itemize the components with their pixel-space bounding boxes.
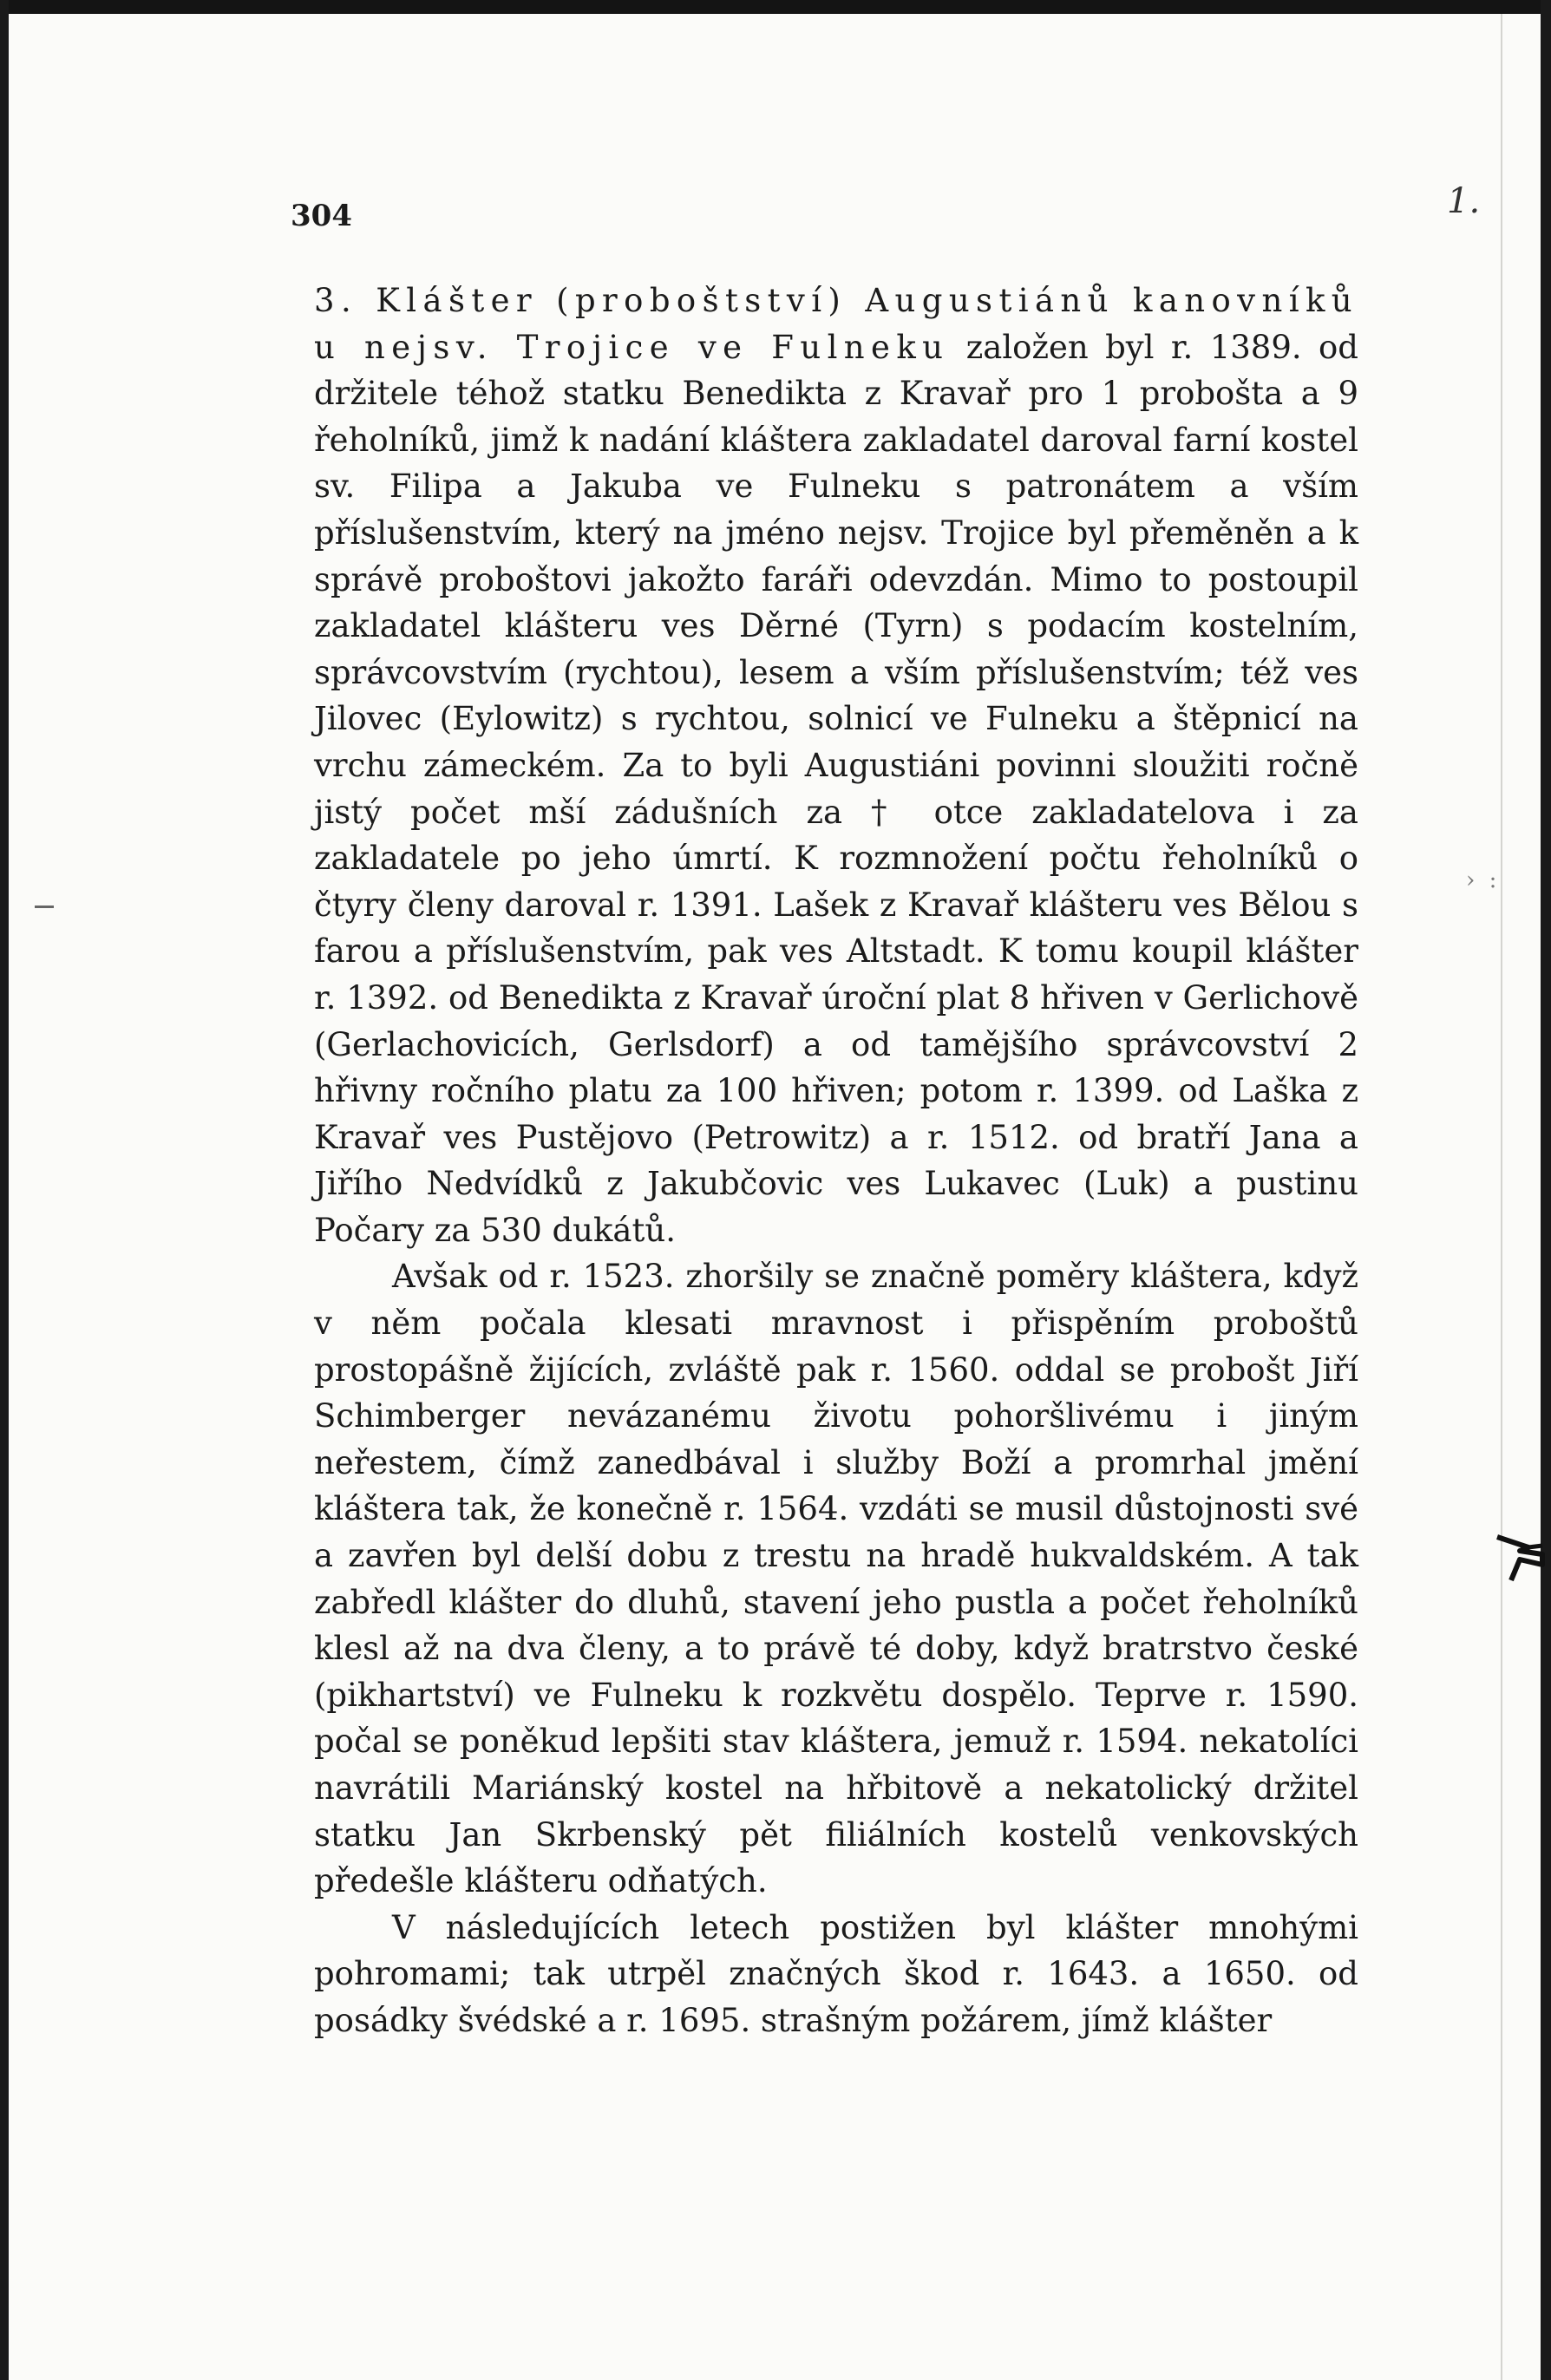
page-fold-line — [1501, 14, 1502, 2380]
paragraph-1 — [314, 278, 1358, 1253]
scan-left-edge — [0, 0, 9, 2380]
margin-arrow-icon — [1494, 1520, 1546, 1586]
page-number: 304 — [291, 199, 352, 233]
section-heading: 3. Klášter (proboštství) Augustiánů kanovníků u nejsv. Trojice ve Fulneku — [314, 282, 1358, 366]
margin-annotation: 1. — [1447, 181, 1481, 221]
scan-top-edge — [0, 0, 1551, 14]
page-body — [314, 278, 1358, 2044]
paragraph-1-text: založen byl r. 1389. od držitele téhož statku Benedikta z Kravař pro 1 probošta a 9 řeholníků, jimž k nadání kláštera zakladatel daroval farní kostel sv. Filipa a Jakuba ve Fulneku s patronátem a vším příslušenstvím, který na jméno nejsv. Trojice byl přeměněn a k správě proboštovi jakožto faráři odevzdán. Mimo to postoupil zakladatel klášteru ves Děrné (Tyrn) s podacím kostelním, správcovstvím (rychtou), lesem a vším příslušenstvím; též ves Jilovec (Eylowitz) s rychtou, solnicí ve Fulneku a štěpnicí na vrchu zámeckém. Za to byli Augustiáni povinni sloužiti ročně jistý počet mší zádušních za † otce zakladatelova i za zakladatele po jeho úmrtí. K rozmnožení počtu řeholníků o čtyry členy daroval r. 1391. Lašek z Kravař klášteru ves Bělou s farou a příslušenstvím, pak ves Altstadt. K tomu koupil klášter r. 1392. od Benedikta z Kravař úroční plat 8 hřiven v Gerlichově (Gerlachovicích, Gerlsdorf) a od tamějšího správcovství 2 hřivny ročního platu za 100 hřiven; potom r. 1399. od Laška z Kravař ves Pustějovo (Petrowitz) a r. 1512. od bratří Jana a Jiřího Nedvídků z Jakubčovic ves Lukavec (Luk) a pustinu Počary za 530 dukátů. — [314, 328, 1358, 1249]
paragraph-3: V následujících letech postižen byl klášter mnohými pohromami; tak utrpěl značných škod r. 1643. a 1650. od posádky švédské a r. 1695. strašným požárem, jímž klášter — [314, 1908, 1358, 2039]
scan-right-edge — [1541, 0, 1551, 2380]
paragraph-2: Avšak od r. 1523. zhoršily se značně poměry kláštera, když v něm počala klesati mravnost i přispěním proboštů prostopášně žijících, zvláště pak r. 1560. oddal se probošt Jiří Schimberger nevázanému životu pohoršlivému i jiným neřestem, čímž zanedbával i služby Boží a promrhal jmění kláštera tak, že konečně r. 1564. vzdáti se musil důstojnosti své a zavřen byl delší dobu z trestu na hradě hukvaldském. A tak zabředl klášter do dluhů, stavení jeho pustla a počet řeholníků klesl až na dva členy, a to právě té doby, když bratrstvo české (pikhartství) ve Fulneku k rozkvětu dospělo. Teprve r. 1590. počal se poněkud lepšiti stav kláštera, jemuž r. 1594. nekatolíci navrátili Mariánský kostel na hřbitově a nekatolický držitel statku Jan Skrbenský pět filiálních kostelů venkovských předešle klášteru odňatých. — [314, 1258, 1358, 1900]
margin-annotation-mid: › : — [1466, 867, 1501, 893]
margin-dash — [35, 906, 54, 908]
